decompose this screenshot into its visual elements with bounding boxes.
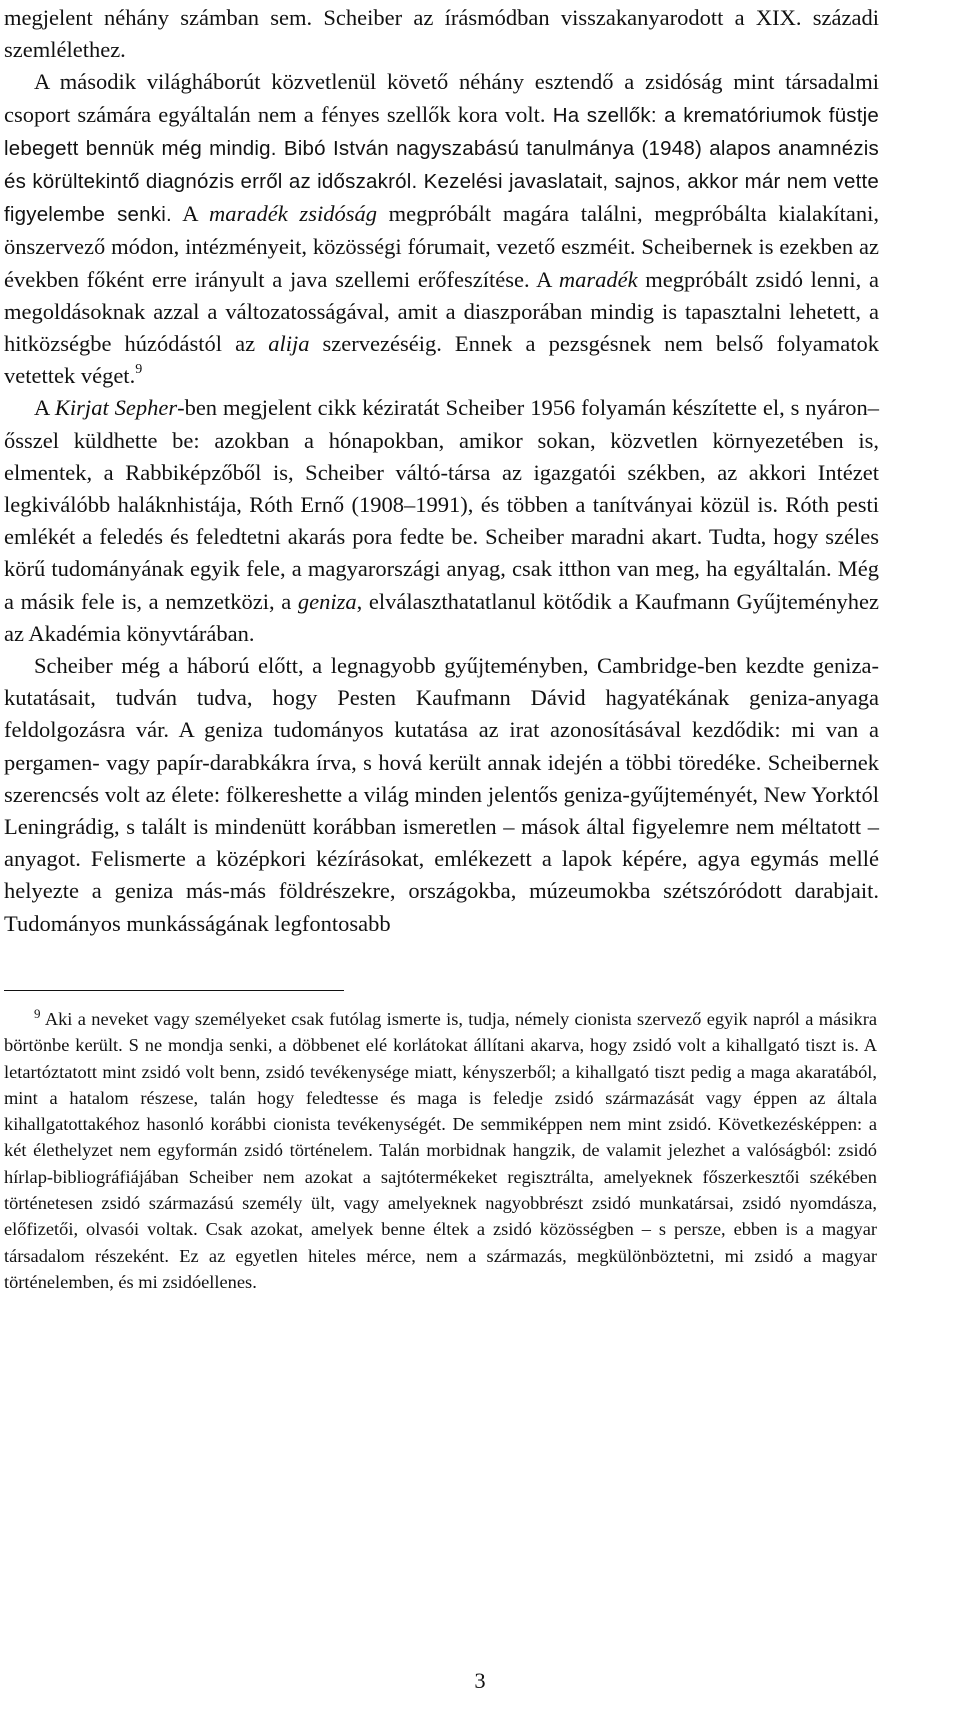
text-run: A — [171, 201, 210, 227]
text-run: megpróbált zsidó lenni, a megoldásoknak azzal a változatosságával, amit a diaszporában mindig is tapasztalni lehetett, a hitközségbe húzódástól az — [4, 266, 879, 357]
footnote-marker: 9 — [34, 1006, 41, 1021]
text-run: megjelent néhány számban sem. Scheiber az írásmódban visszakanyarodott a XIX. századi szemlélethez. — [4, 5, 879, 63]
page-number: 3 — [474, 1668, 486, 1693]
text-run: Aki a neveket vagy személyeket csak futólag ismerte is, tudja, némely cionista szervező egyik napról a másikra börtönbe került. S ne mondja senki, a döbbenet elé korlátokat állítani akarva, hogy zsidó volt a kihallgató tiszt is. A letartóztatott mint zsidó volt benn, zsidó tevékenysége miatt, kényszerből; a kihallgató tiszt pedig a maga akaratából, mint a hatalom részese, talán hogy feledtesse és maga is feledje zsidó származását vagy éppen az általa kihallgatottakéhoz hasonló korábbi cionista tevékenységét. De semmiképpen nem mint zsidó. Következésképpen: a két élethelyzet nem egyformán zsidó történelem. Talán morbidnak hangzik, de valamit jelezhet a valóságból: zsidó hírlap-bibliográfiájában Scheiber nem azokat a sajtótermékeket regisztrálta, amelyeknek főszerkesztői székében történetesen zsidó származású személy ült, vagy amelyeknek nagyobbrészt zsidó munkatársai, zsidó nyomdásza, előfizetői, olvasói voltak. Csak azokat, amelyek benne éltek a zsidó közösségben – s persze, ebben is a magyar társadalom részeként. Ez az egyetlen hiteles mérce, nem a származás, megkülönböztetni, mi zsidó a magyar történelemben, és mi zsidóellenes. — [4, 1009, 877, 1292]
footnote-separator — [4, 990, 344, 991]
footnote-marker: 9 — [135, 362, 143, 378]
italic-run: alija — [268, 331, 310, 357]
footnotes — [4, 1006, 877, 1295]
italic-run: Kirjat Sepher — [54, 395, 178, 421]
paragraph — [4, 66, 879, 392]
paragraph — [4, 650, 879, 940]
text-run: A második világháborút közvetlenül követő néhány esztendő a zsidóság mint társadalmi csoport számára egyáltalán nem a fényes szellők kora volt. — [4, 69, 879, 127]
footnote — [4, 1006, 877, 1295]
paragraph — [4, 392, 879, 650]
text-run: Ha szellők: a krematóriumok füstje lebegett bennük még mindig. Bibó István nagyszabású tanulmánya (1948) alapos anamnézis és körültekintő diagnózis erről az időszakról. Kezelési javaslatait, sajnos, akkor már nem vette figyelembe senki. — [4, 103, 880, 227]
text-run: Scheiber még a háború előtt, a legnagyobb gyűjteményben, Cambridge-ben kezdte geniza-kutatásait, tudván tudva, hogy Pesten Kaufmann Dávid hagyatékának geniza-anyaga feldolgozásra vár. A geniza tudományos kutatása az irat azonosításával kezdődik: mi van a pergamen- vagy papír-darabkákra írva, s hová került annak idején a többi töredéke. Scheibernek szerencsés volt az élete: fölkereshette a világ minden jelentős geniza-gyűjteményét, New Yorktól Leningrádig, s talált is mindenütt korábban ismeretlen – mások által figyelemre nem méltatott – anyagot. Felismerte a középkori kézírásokat, emlékezett a lapok képére, agya egymás mellé helyezte a geniza más-más földrészekre, országokba, múzeumokba szétszóródott darabjait. Tudományos munkásságának legfontosabb — [4, 653, 879, 936]
text-run: A — [34, 395, 55, 421]
italic-run: maradék — [558, 266, 638, 292]
main-text — [4, 2, 879, 940]
text-run: , elválaszthatatlanul kötődik a Kaufmann Gyűjteményhez az Akadémia könyvtárában. — [4, 588, 879, 646]
text-run: megpróbált magára találni, megpróbálta kialakítani, önszervező módon, intézményeit, közösségi fórumait, vezető eszméit. Scheibernek is ezekben az években főként erre irányult a java szellemi erőfeszítése. A — [4, 201, 879, 292]
italic-run: geniza — [297, 588, 357, 614]
text-run: szervezéséig. Ennek a pezsgésnek nem belső folyamatok vetettek véget. — [4, 331, 879, 389]
paragraph — [4, 2, 879, 66]
italic-run: maradék zsidóság — [209, 201, 377, 227]
text-run: -ben megjelent cikk kéziratát Scheiber 1956 folyamán készítette el, s nyáron–ősszel küldhette be: azokban a hónapokban, amikor sokan, közvetlen környezetében is, elmentek, a Rabbiképzőből is, Scheiber váltó-társa az igazgatói székben, az akkori Intézet legkiválóbb haláknhistája, Róth Ernő (1908–1991), és többen a tanítványai közül is. Róth pesti emlékét a feledés és feledtetni akarás pora fedte be. Scheiber maradni akart. Tudta, hogy széles körű tudományának egyik fele, a magyarországi anyag, csak itthon van meg, ha egyáltalán. Még a másik fele is, a nemzetközi, a — [4, 395, 879, 614]
